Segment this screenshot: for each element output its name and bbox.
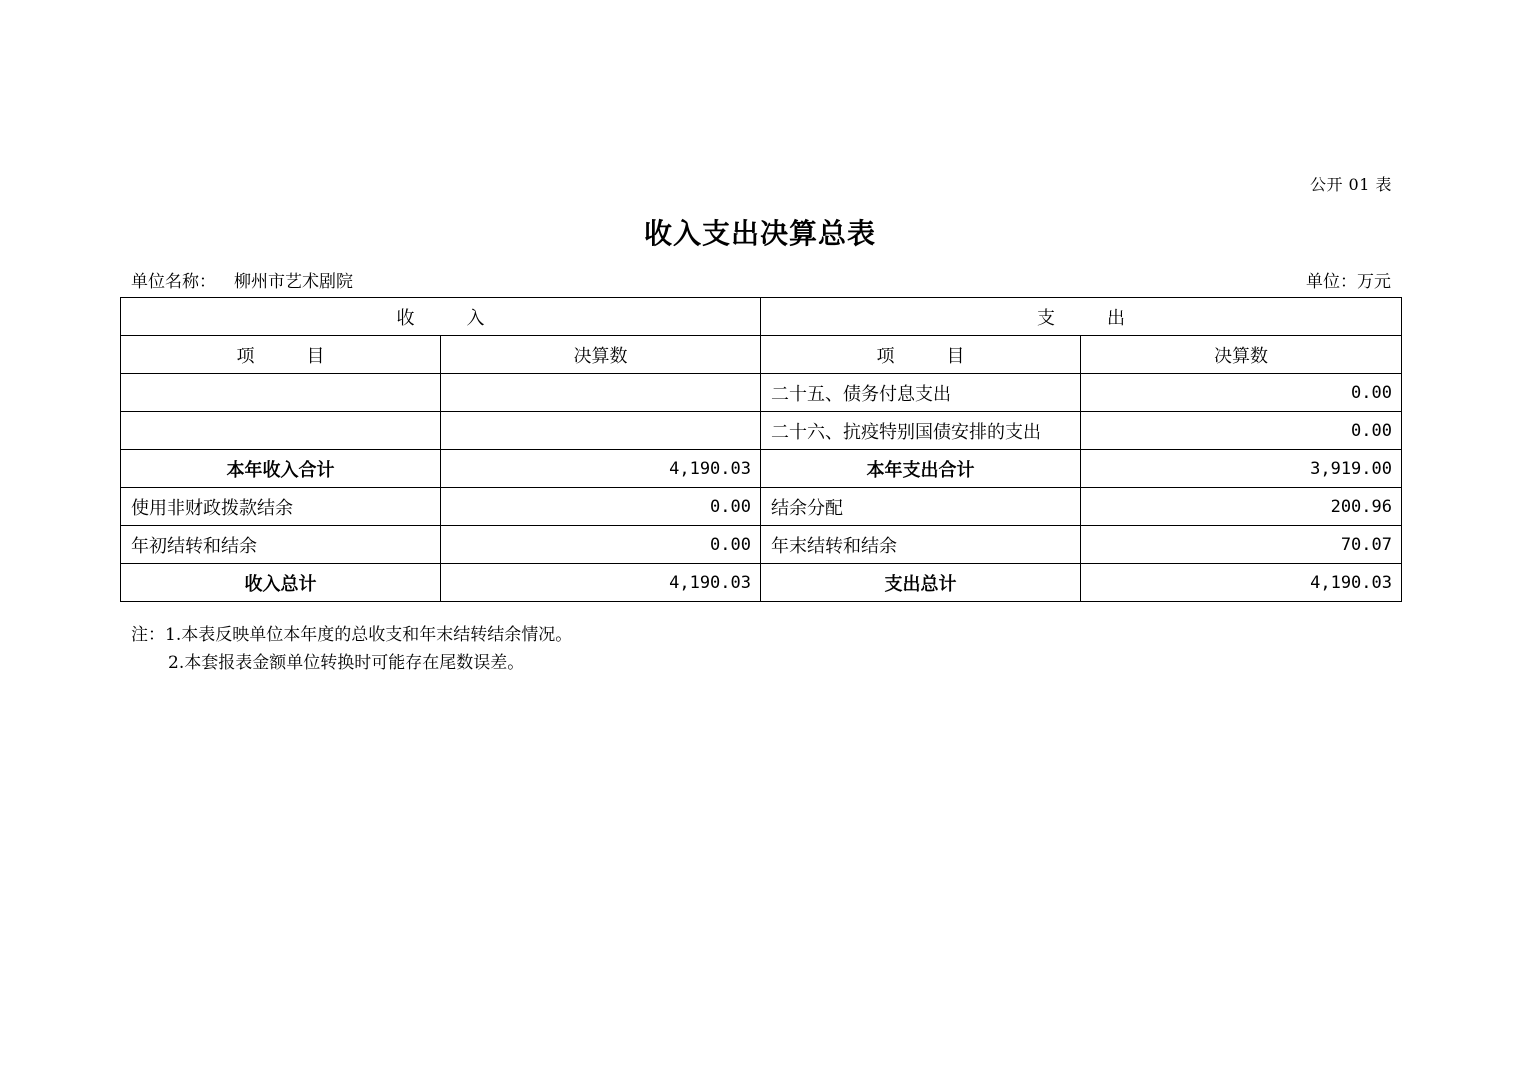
expense-amount-cell: 70.07 <box>1081 526 1402 564</box>
unit-line <box>131 267 1391 292</box>
expense-item-cell: 二十六、抗疫特别国债安排的支出 <box>761 412 1081 450</box>
expense-item-cell: 二十五、债务付息支出 <box>761 374 1081 412</box>
income-total-amount: 4,190.03 <box>441 564 761 602</box>
expense-item-cell: 结余分配 <box>761 488 1081 526</box>
income-group-header-char-1: 收 <box>396 307 415 329</box>
table-row <box>121 374 1402 412</box>
group-header-row <box>121 298 1402 336</box>
income-item-cell <box>121 374 441 412</box>
column-header-row <box>121 336 1402 374</box>
table-row <box>121 488 1402 526</box>
expense-item-header-char-2: 目 <box>946 345 965 367</box>
expense-group-header-char-2: 出 <box>1107 307 1125 329</box>
money-unit: 单位：万元 <box>1306 272 1391 292</box>
income-amount-cell: 0.00 <box>441 526 761 564</box>
table-row-subtotal <box>121 450 1402 488</box>
footnotes <box>131 621 572 677</box>
expense-amount-cell: 0.00 <box>1081 374 1402 412</box>
income-item-cell <box>121 412 441 450</box>
income-amount-cell <box>441 412 761 450</box>
org-name: 柳州市艺术剧院 <box>234 272 353 292</box>
income-group-header-char-2: 入 <box>466 307 485 329</box>
expense-amount-header: 决算数 <box>1081 336 1402 374</box>
table-row <box>121 526 1402 564</box>
org-label: 单位名称： <box>131 272 216 292</box>
income-expense-table <box>120 297 1402 602</box>
income-subtotal-label: 本年收入合计 <box>121 450 441 488</box>
income-item-header-char-2: 目 <box>306 345 325 367</box>
form-code: 公开 01 表 <box>1309 175 1392 194</box>
footnote-2: 2.本套报表金额单位转换时可能存在尾数误差。 <box>168 653 525 673</box>
income-amount-header: 决算数 <box>441 336 761 374</box>
footnote-1: 注：1.本表反映单位本年度的总收支和年末结转结余情况。 <box>131 625 573 645</box>
income-item-cell: 年初结转和结余 <box>121 526 441 564</box>
income-group-header <box>121 298 761 336</box>
expense-group-header-char-1: 支 <box>1037 307 1055 329</box>
income-amount-cell: 0.00 <box>441 488 761 526</box>
expense-item-cell: 年末结转和结余 <box>761 526 1081 564</box>
expense-amount-cell: 200.96 <box>1081 488 1402 526</box>
page-title: 收入支出决算总表 <box>643 217 876 250</box>
expense-item-header <box>761 336 1081 374</box>
income-item-cell: 使用非财政拨款结余 <box>121 488 441 526</box>
expense-total-amount: 4,190.03 <box>1081 564 1402 602</box>
income-item-header-char-1: 项 <box>236 345 255 367</box>
income-item-header <box>121 336 441 374</box>
expense-group-header <box>761 298 1402 336</box>
expense-total-label: 支出总计 <box>761 564 1081 602</box>
expense-amount-cell: 0.00 <box>1081 412 1402 450</box>
expense-item-header-char-1: 项 <box>876 345 895 367</box>
income-subtotal-amount: 4,190.03 <box>441 450 761 488</box>
expense-subtotal-amount: 3,919.00 <box>1081 450 1402 488</box>
income-amount-cell <box>441 374 761 412</box>
table-row-total <box>121 564 1402 602</box>
table-row <box>121 412 1402 450</box>
income-total-label: 收入总计 <box>121 564 441 602</box>
expense-subtotal-label: 本年支出合计 <box>761 450 1081 488</box>
